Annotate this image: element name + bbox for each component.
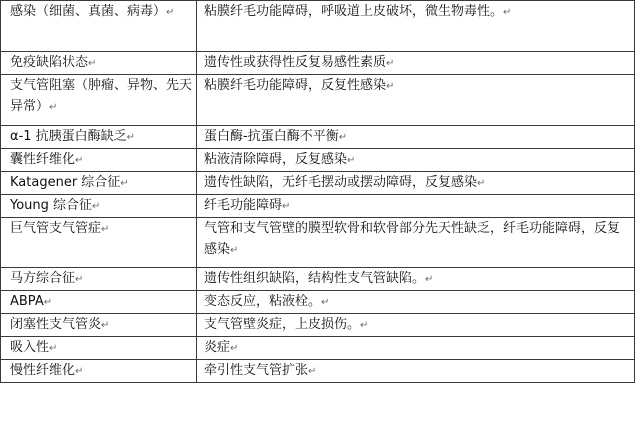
cause-cell xyxy=(1,75,197,126)
table-row xyxy=(1,1,635,52)
paragraph-mark-icon: ↵ xyxy=(477,178,486,189)
paragraph-mark-icon: ↵ xyxy=(425,274,434,285)
cause-text: 马方综合征 xyxy=(10,271,76,286)
cause-cell xyxy=(1,195,197,218)
paragraph-mark-icon: ↵ xyxy=(75,155,84,166)
paragraph-mark-icon: ↵ xyxy=(386,81,395,92)
table-row xyxy=(1,291,635,314)
mechanism-text: 蛋白酶-抗蛋白酶不平衡 xyxy=(204,129,339,144)
mechanism-text: 粘膜纤毛功能障碍，反复性感染 xyxy=(204,78,387,93)
cause-text: 支气管阻塞（肿瘤、异物、先天异常） xyxy=(10,78,193,114)
paragraph-mark-icon: ↵ xyxy=(282,201,291,212)
mechanism-cell xyxy=(197,291,635,314)
mechanism-text: 纤毛功能障碍 xyxy=(204,198,283,213)
table-row xyxy=(1,218,635,268)
table-row xyxy=(1,172,635,195)
paragraph-mark-icon: ↵ xyxy=(166,7,175,18)
paragraph-mark-icon: ↵ xyxy=(230,245,239,256)
mechanism-cell xyxy=(197,172,635,195)
mechanism-text: 遗传性或获得性反复易感性素质 xyxy=(204,55,387,70)
table-row xyxy=(1,149,635,172)
cause-text: ABPA xyxy=(10,294,44,309)
table-row xyxy=(1,195,635,218)
cause-text: Katagener 综合征 xyxy=(10,175,121,190)
paragraph-mark-icon: ↵ xyxy=(308,366,317,377)
cause-cell xyxy=(1,291,197,314)
mechanism-cell xyxy=(197,1,635,52)
table-row xyxy=(1,314,635,337)
cause-cell xyxy=(1,172,197,195)
cause-cell xyxy=(1,1,197,52)
paragraph-mark-icon: ↵ xyxy=(386,58,395,69)
cause-text: 囊性纤维化 xyxy=(10,152,76,167)
cause-cell xyxy=(1,337,197,360)
mechanism-text: 支气管壁炎症，上皮损伤。 xyxy=(204,317,361,332)
table-row xyxy=(1,337,635,360)
paragraph-mark-icon: ↵ xyxy=(49,343,58,354)
mechanism-cell xyxy=(197,52,635,75)
paragraph-mark-icon: ↵ xyxy=(321,297,330,308)
mechanism-cell xyxy=(197,126,635,149)
cause-text: 巨气管支气管症 xyxy=(10,221,102,236)
mechanism-cell xyxy=(197,149,635,172)
mechanism-cell xyxy=(197,195,635,218)
cause-text: 慢性纤维化 xyxy=(10,363,76,378)
mechanism-text: 气管和支气管壁的膜型软骨和软骨部分先天性缺乏，纤毛功能障碍，反复感染 xyxy=(204,221,621,257)
cause-cell xyxy=(1,52,197,75)
mechanism-cell xyxy=(197,337,635,360)
table-row xyxy=(1,75,635,126)
cause-text: 闭塞性支气管炎 xyxy=(10,317,102,332)
mechanism-text: 遗传性缺陷，无纤毛摆动或摆动障碍，反复感染 xyxy=(204,175,478,190)
paragraph-mark-icon: ↵ xyxy=(230,343,239,354)
paragraph-mark-icon: ↵ xyxy=(49,102,58,113)
cause-cell xyxy=(1,268,197,291)
paragraph-mark-icon: ↵ xyxy=(75,274,84,285)
cause-cell xyxy=(1,218,197,268)
paragraph-mark-icon: ↵ xyxy=(120,178,129,189)
paragraph-mark-icon: ↵ xyxy=(101,320,110,331)
mechanism-text: 炎症 xyxy=(204,340,231,355)
mechanism-cell xyxy=(197,218,635,268)
mechanism-text: 遗传性组织缺陷，结构性支气管缺陷。 xyxy=(204,271,426,286)
cause-cell xyxy=(1,360,197,383)
mechanism-cell xyxy=(197,360,635,383)
paragraph-mark-icon: ↵ xyxy=(347,155,356,166)
mechanism-text: 粘膜纤毛功能障碍，呼吸道上皮破坏，微生物毒性。 xyxy=(204,4,504,19)
cause-cell xyxy=(1,149,197,172)
mechanism-text: 粘液清除障碍，反复感染 xyxy=(204,152,348,167)
cause-cell xyxy=(1,314,197,337)
mechanism-text: 牵引性支气管扩张 xyxy=(204,363,309,378)
paragraph-mark-icon: ↵ xyxy=(43,297,53,308)
paragraph-mark-icon: ↵ xyxy=(92,201,101,212)
paragraph-mark-icon: ↵ xyxy=(503,7,512,18)
paragraph-mark-icon: ↵ xyxy=(88,58,97,69)
cause-text: Young 综合征 xyxy=(10,198,93,213)
mechanism-cell xyxy=(197,75,635,126)
paragraph-mark-icon: ↵ xyxy=(360,320,369,331)
cause-text: 吸入性 xyxy=(10,340,50,355)
cause-text: 感染（细菌、真菌、病毒） xyxy=(10,4,167,19)
cause-cell xyxy=(1,126,197,149)
paragraph-mark-icon: ↵ xyxy=(338,132,348,143)
paragraph-mark-icon: ↵ xyxy=(101,224,110,235)
paragraph-mark-icon: ↵ xyxy=(126,132,136,143)
mechanism-cell xyxy=(197,268,635,291)
table-row xyxy=(1,268,635,291)
paragraph-mark-icon: ↵ xyxy=(75,366,84,377)
cause-text: α-1 抗胰蛋白酶缺乏 xyxy=(10,129,127,144)
table-row xyxy=(1,52,635,75)
table-row xyxy=(1,360,635,383)
cause-text: 免疫缺陷状态 xyxy=(10,55,89,70)
mechanism-text: 变态反应，粘液栓。 xyxy=(204,294,322,309)
mechanism-cell xyxy=(197,314,635,337)
table-row xyxy=(1,126,635,149)
